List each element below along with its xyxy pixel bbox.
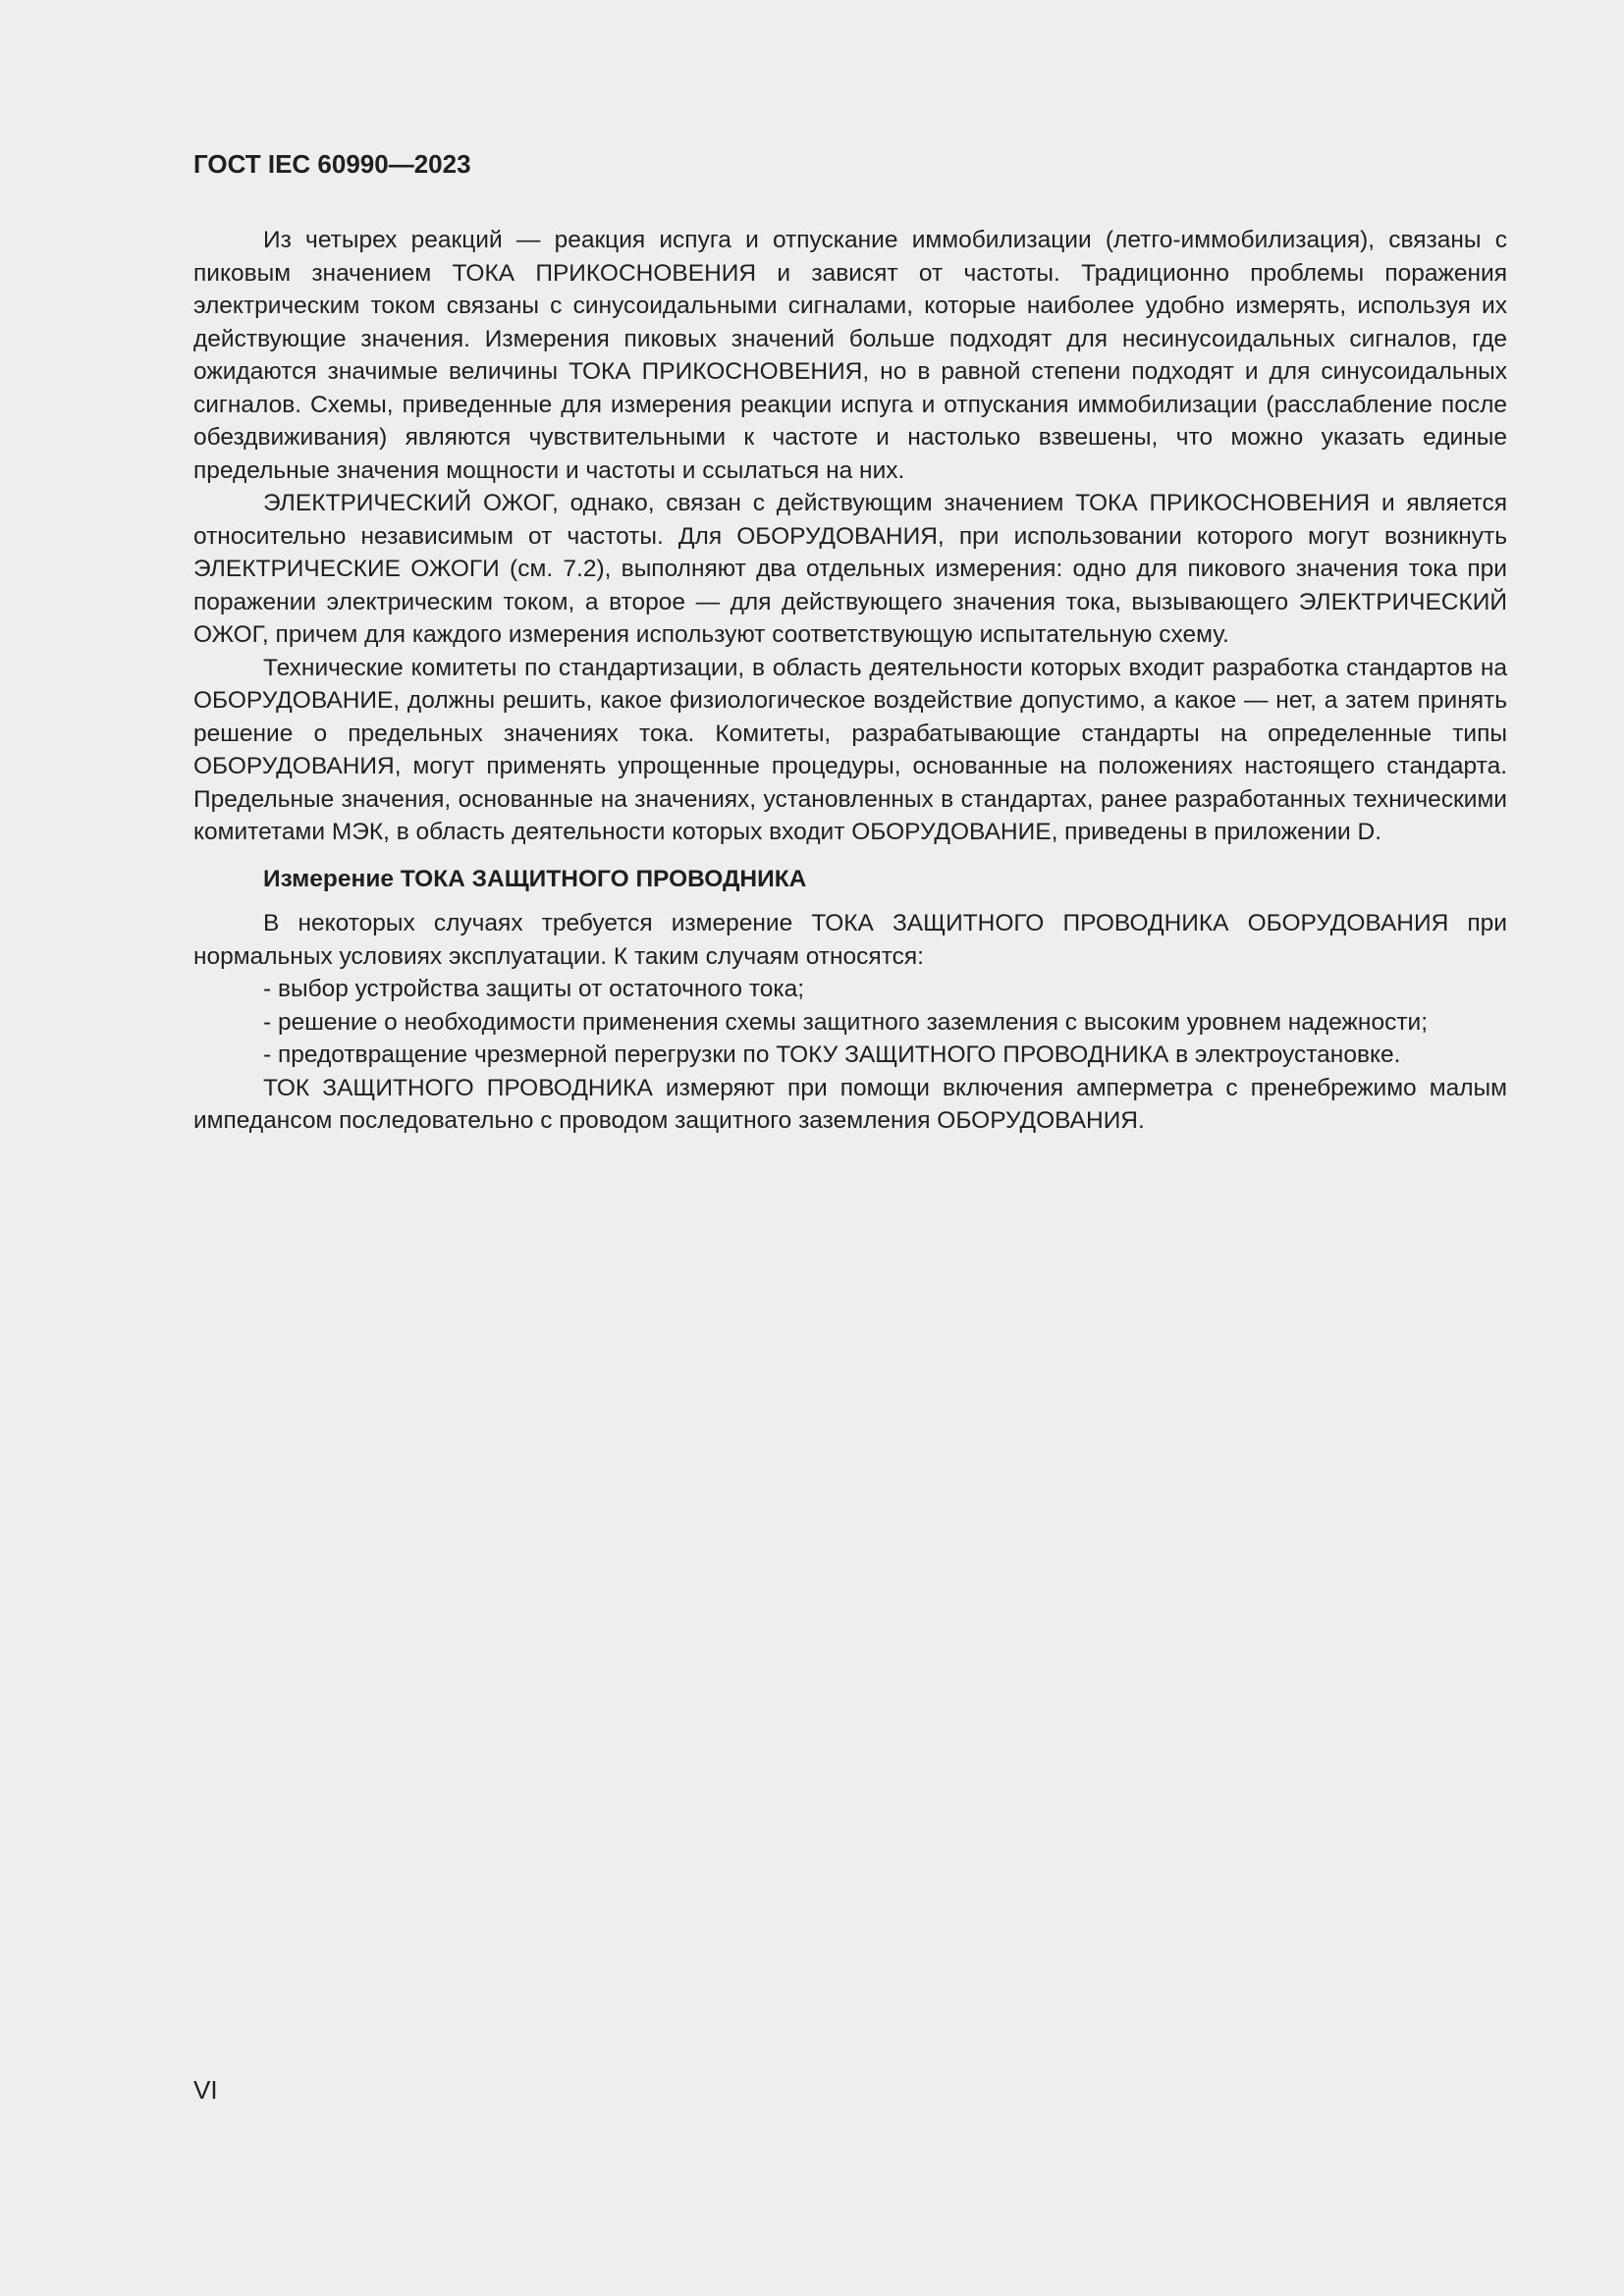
paragraph-reactions: Из четырех реакций — реакция испуга и отпускание иммобилизации (летго-иммобилизация), связаны с пиковым значением ТОКА ПРИКОСНОВЕНИЯ и зависят от частоты. Традиционно проблемы поражения электрическим током связаны с синусоидальными сигналами, которые наиболее удобно измерять, используя их действующие значения. Измерения пиковых значений больше подходят для несинусоидальных сигналов, где ожидаются значимые величины ТОКА ПРИКОСНОВЕНИЯ, но в равной степени подходят и для синусоидальных сигналов. Схемы, приведенные для измерения реакции испуга и отпускания иммобилизации (расслабление после обездвиживания) являются чувствительными к частоте и настолько взвешены, что можно указать единые предельные значения мощности и частоты и ссылаться на них. [193,227,1507,484]
list-item: - выбор устройства защиты от остаточного тока; [263,976,805,1002]
list-item: - решение о необходимости применения схемы защитного заземления с высоким уровнем надежности; [263,1008,1429,1036]
paragraph-committees: Технические комитеты по стандартизации, в область деятельности которых входит разработка стандартов на ОБОРУДОВАНИЕ, должны решить, какое физиологическое воздействие допустимо, а какое — нет, а затем принять решение о предельных значениях тока. Комитеты, разрабатывающие стандарты на определенные типы ОБОРУДОВАНИЯ, могут применять упрощенные процедуры, основанные на положениях настоящего стандарта. Предельные значения, основанные на значениях, установленных в стандартах, ранее разработанных техническими комитетами МЭК, в область деятельности которых входит ОБОРУДОВАНИЕ, приведены в приложении D. [193,654,1507,845]
paragraph-electric-burn: ЭЛЕКТРИЧЕСКИЙ ОЖОГ, однако, связан с действующим значением ТОКА ПРИКОСНОВЕНИЯ и является относительно независимым от частоты. Для ОБОРУДОВАНИЯ, при использовании которого могут возникнуть ЭЛЕКТРИЧЕСКИЕ ОЖОГИ (см. 7.2), выполняют два отдельных измерения: одно для пикового значения тока при поражении электрическим током, а второе — для действующего значения тока, вызывающего ЭЛЕКТРИЧЕСКИЙ ОЖОГ, причем для каждого измерения используют соответствующую испытательную схему. [193,490,1507,648]
list-item: - предотвращение чрезмерной перегрузки по ТОКУ ЗАЩИТНОГО ПРОВОДНИКА в электроустановке. [263,1041,1401,1068]
paragraph-protective-current: В некоторых случаях требуется измерение ТОКА ЗАЩИТНОГО ПРОВОДНИКА ОБОРУДОВАНИЯ при нормальных условиях эксплуатации. К таким случаям относятся: [193,910,1507,970]
paragraph-measurement: ТОК ЗАЩИТНОГО ПРОВОДНИКА измеряют при помощи включения амперметра с пренебрежимо малым импедансом последовательно с проводом защитного заземления ОБОРУДОВАНИЯ. [193,1074,1507,1134]
document-code-header: ГОСТ IEC 60990—2023 [193,149,471,179]
page-number: VI [193,2075,218,2105]
main-text [193,224,1507,1138]
section-heading: Измерение ТОКА ЗАЩИТНОГО ПРОВОДНИКА [263,865,807,892]
